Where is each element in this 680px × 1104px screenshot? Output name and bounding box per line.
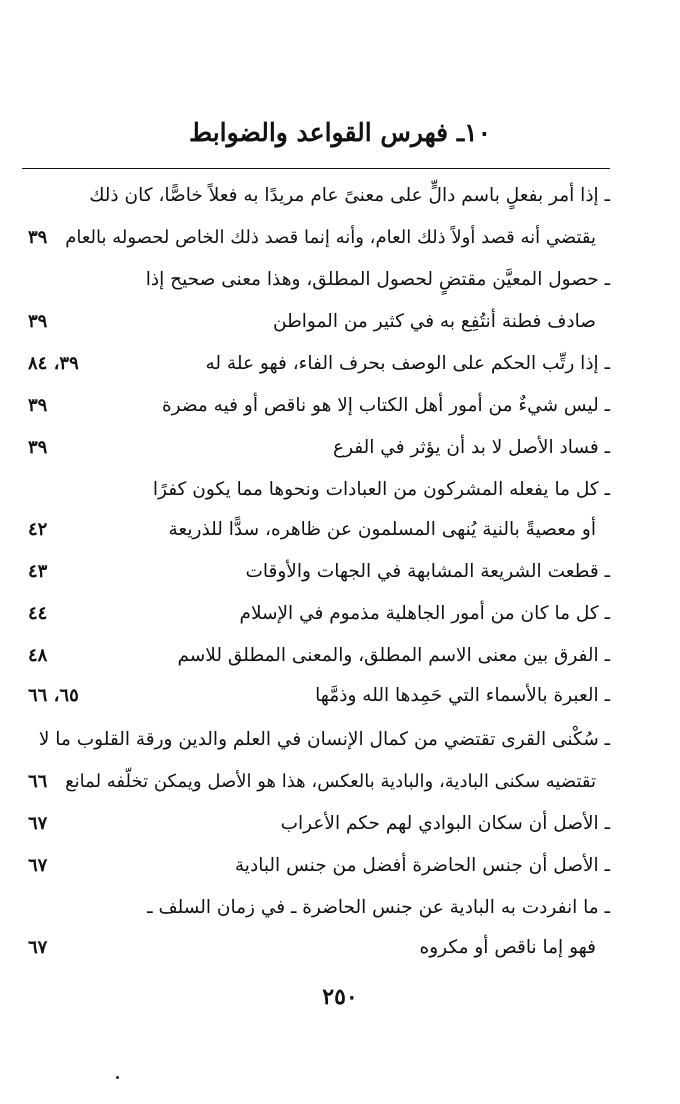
line-text: ـ الفرق بين معنى الاسم المطلق، والمعنى المطلق للاسم — [177, 645, 610, 666]
index-line — [22, 762, 610, 802]
index-line — [22, 636, 610, 676]
line-pages: ٦٥، ٦٦ — [28, 685, 79, 706]
index-line — [22, 386, 610, 426]
line-pages: ٦٧ — [28, 855, 48, 876]
line-pages: ٦٧ — [28, 937, 48, 958]
index-line — [22, 594, 610, 634]
line-text: ـ فساد الأصل لا بد أن يؤثر في الفرع — [333, 437, 610, 458]
line-text: ـ العبرة بالأسماء التي حَمِدها الله وذمَّها — [315, 685, 610, 706]
line-text: فهو إما ناقص أو مكروه — [419, 937, 596, 958]
line-pages: ٣٩ — [28, 227, 48, 248]
line-text: ـ قطعت الشريعة المشابهة في الجهات والأوقات — [245, 561, 610, 582]
line-text: يقتضي أنه قصد أولاً ذلك العام، وأنه إنما قصد ذلك الخاص لحصوله بالعام — [65, 227, 596, 248]
index-line — [22, 344, 610, 384]
index-line — [22, 428, 610, 468]
index-line — [22, 928, 610, 968]
scan-speck — [116, 1076, 119, 1079]
index-line — [22, 510, 610, 550]
index-line — [22, 804, 610, 844]
line-pages: ٦٧ — [28, 813, 48, 834]
line-text: ـ ما انفردت به البادية عن جنس الحاضرة ـ في زمان السلف ـ — [147, 897, 610, 918]
line-text: تقتضيه سكنى البادية، والبادية بالعكس، هذا هو الأصل ويمكن تخلّفه لمانع — [65, 771, 596, 792]
line-text: ـ ليس شيءٌ من أمور أهل الكتاب إلا هو ناقص أو فيه مضرة — [161, 395, 610, 416]
index-line — [22, 552, 610, 592]
page-number: ٢٥٠ — [322, 984, 358, 1010]
line-pages: ٣٩ — [28, 311, 48, 332]
index-line — [22, 846, 610, 886]
line-pages: ٦٦ — [28, 771, 48, 792]
line-pages: ٣٩ — [28, 395, 48, 416]
index-line — [22, 176, 610, 216]
line-text: ـ الأصل أن سكان البوادي لهم حكم الأعراب — [280, 813, 610, 834]
line-text: ـ حصول المعيَّن مقتضٍ لحصول المطلق، وهذا معنى صحيح إذا — [145, 269, 610, 290]
line-text: ـ كل ما كان من أمور الجاهلية مذموم في الإسلام — [239, 603, 610, 624]
line-text: ـ سُكْنى القرى تقتضي من كمال الإنسان في العلم والدين ورقة القلوب ما لا — [38, 729, 610, 750]
line-text: ـ إذا رتِّب الحكم على الوصف بحرف الفاء، فهو علة له — [205, 353, 610, 374]
line-pages: ٤٤ — [28, 603, 48, 624]
index-line — [22, 888, 610, 928]
line-pages: ٤٢ — [28, 519, 48, 540]
page-header-title: ١٠ـ فهرس القواعد والضوابط — [188, 118, 492, 147]
index-line — [22, 302, 610, 342]
index-line — [22, 260, 610, 300]
line-pages: ٤٨ — [28, 645, 48, 666]
line-text: أو معصيةً بالنية يُنهى المسلمون عن ظاهره، سدًّا للذريعة — [168, 519, 596, 540]
line-text: ـ الأصل أن جنس الحاضرة أفضل من جنس البادية — [234, 855, 610, 876]
line-pages: ٣٩ — [28, 437, 48, 458]
index-line — [22, 218, 610, 258]
line-text: صادف فطنة أنتُفِع به في كثير من المواطن — [272, 311, 596, 332]
index-line — [22, 720, 610, 760]
index-line — [22, 676, 610, 716]
index-line — [22, 470, 610, 510]
header-divider — [22, 168, 610, 169]
line-pages: ٣٩، ٨٤ — [28, 353, 79, 374]
line-text: ـ إذا أمر بفعلٍ باسم دالٍّ على معنىً عام مريدًا به فعلاً خاصًّا، كان ذلك — [89, 185, 610, 206]
line-pages: ٤٣ — [28, 561, 48, 582]
line-text: ـ كل ما يفعله المشركون من العبادات ونحوها مما يكون كفرًا — [152, 479, 610, 500]
